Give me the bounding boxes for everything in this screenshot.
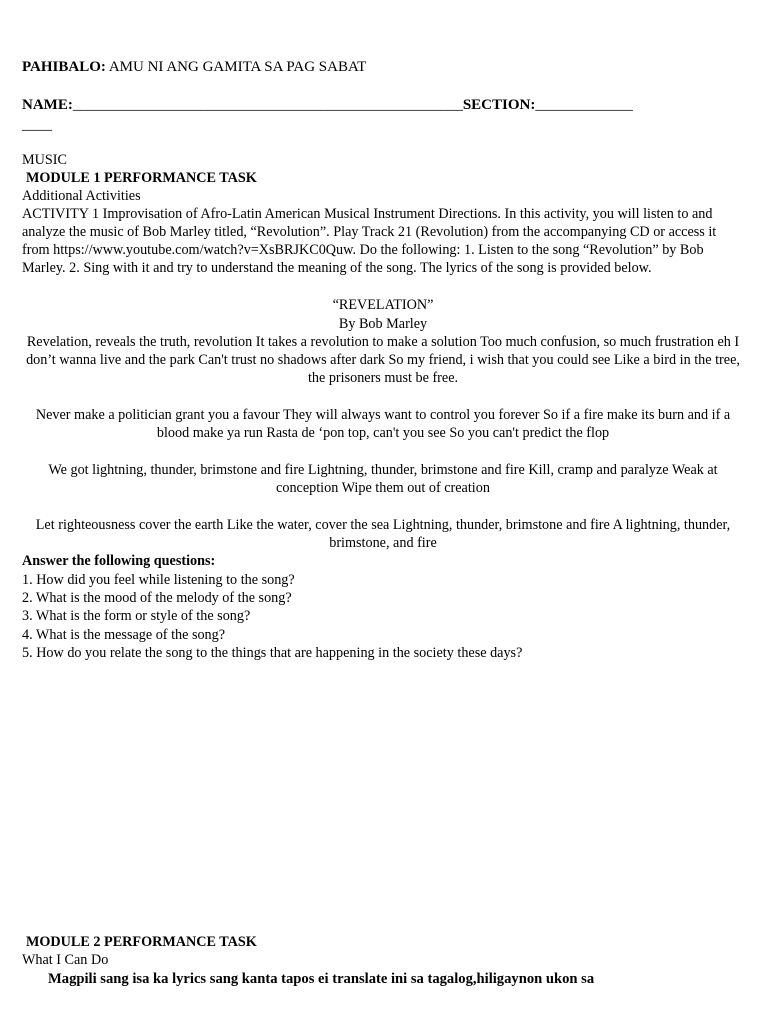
name-label: NAME: — [22, 97, 73, 113]
lyrics-verse-1: Revelation, reveals the truth, revolution It takes a revolution to make a solution Too much confusion, so much frustration eh I don’t wanna live and the park Can't trust no shadows after dark So my friend, i wish that you could see Like a bird in the tree, the prisoners must be free. — [26, 334, 740, 386]
subject-title: MUSIC — [22, 152, 67, 168]
question-item: 2. What is the mood of the melody of the song? — [22, 590, 292, 607]
song-author: By Bob Marley — [338, 316, 428, 332]
pahibalo-text: AMU NI ANG GAMITA SA PAG SABAT — [105, 59, 367, 75]
lyrics-verse-4: Let righteousness cover the earth Like the water, cover the sea Lightning, thunder, brimstone and fire A lightning, thunder, brimstone, and fire — [35, 517, 731, 551]
activity-directions: ACTIVITY 1 Improvisation of Afro-Latin American Musical Instrument Directions. In this activity, you will listen to and analyze the music of Bob Marley titled, “Revolution”. Play Track 21 (Revolution) from the accompanying CD or access it from https://www.youtube.com/watch?v=XsBRJKC0Quw. Do the following: 1. Listen to the song “Revolution” by Bob Marley. 2. Sing with it and try to understand the meaning of the song. The lyrics of the song is provided below. — [22, 206, 717, 276]
question-item: 3. What is the form or style of the song? — [22, 608, 251, 625]
name-section-line — [22, 96, 633, 114]
questions-heading: Answer the following questions: — [22, 553, 216, 569]
questions-list — [22, 571, 522, 662]
question-item: 1. How did you feel while listening to the song? — [22, 572, 295, 588]
lyrics-verse-3: We got lightning, thunder, brimstone and fire Lightning, thunder, brimstone and fire Kill, cramp and paralyze Weak at conception Wipe them out of creation — [48, 462, 718, 496]
module2-instruction: Magpili sang isa ka lyrics sang kanta tapos ei translate ini sa tagalog,hiligaynon ukon sa — [48, 971, 595, 987]
module2-title: MODULE 2 PERFORMANCE TASK — [26, 934, 257, 950]
module1-title: MODULE 1 PERFORMANCE TASK — [26, 170, 257, 186]
lyrics-verse-2: Never make a politician grant you a favour They will always want to control you forever So if a fire make its burn and if a blood make ya run Rasta de ‘pon top, can't you see So you can't predict the flop — [35, 407, 731, 441]
song-title: “REVELATION” — [332, 297, 434, 313]
section-label: SECTION: — [462, 97, 536, 113]
section-blank-wrap: ____ — [22, 117, 52, 133]
question-item: 4. What is the message of the song? — [22, 626, 226, 643]
module2-subtitle: What I Can Do — [22, 952, 109, 968]
module1-subtitle: Additional Activities — [22, 188, 141, 204]
question-item: 5. How do you relate the song to the things that are happening in the society these days? — [22, 644, 523, 661]
name-blank[interactable]: ____________________________________________________ — [72, 97, 463, 113]
pahibalo-line — [22, 58, 366, 76]
section-blank[interactable]: _____________ — [535, 97, 633, 113]
pahibalo-label: PAHIBALO: — [22, 59, 106, 75]
